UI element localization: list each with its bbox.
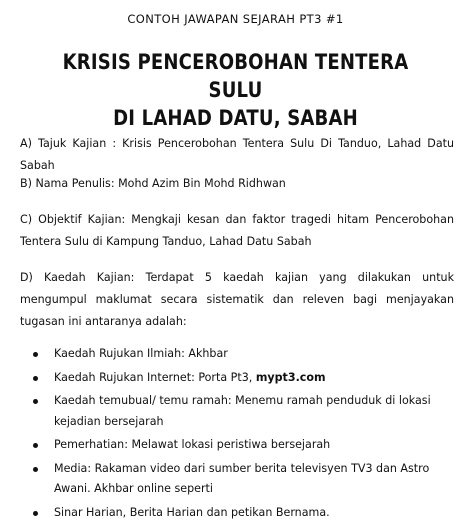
bullet-icon (33, 443, 38, 448)
website-link-text: mypt3.com (255, 370, 326, 384)
list-item: Media: Rakaman video dari sumber berita televisyen TV3 dan Astro Awani. Akhbar online seperti (28, 459, 454, 500)
bullet-icon (33, 467, 38, 472)
section-c-objektif: C) Objektif Kajian: Mengkaji kesan dan faktor tragedi hitam Pencerobohan Tentera Sulu di Kampung Tanduo, Lahad Datu Sabah (20, 213, 454, 248)
method-list (28, 344, 454, 526)
list-item: Pemerhatian: Melawat lokasi peristiwa bersejarah (28, 435, 454, 456)
section-b-penulis: B) Nama Penulis: Mohd Azim Bin Mohd Ridhwan (20, 177, 286, 190)
title-line-2: DI LAHAD DATU, SABAH (113, 106, 358, 130)
page-header: CONTOH JAWAPAN SEJARAH PT3 #1 (127, 12, 344, 26)
section-d-kaedah: D) Kaedah Kajian: Terdapat 5 kaedah kajian yang dilakukan untuk mengumpul maklumat secara sistematik dan releven bagi menjayakan tugasan ini antaranya adalah: (20, 271, 454, 328)
bullet-icon (33, 376, 38, 381)
title-line-1: KRISIS PENCEROBOHAN TENTERA SULU (62, 50, 409, 102)
bullet-icon (33, 399, 38, 404)
list-item: Kaedah Rujukan Internet: Porta Pt3, mypt3.com (28, 368, 454, 389)
document-title (33, 48, 438, 132)
section-a-tajuk: A) Tajuk Kajian : Krisis Pencerobohan Tentera Sulu Di Tanduo, Lahad Datu Sabah (20, 137, 454, 172)
bullet-icon (33, 511, 38, 516)
list-item: Kaedah temubual/ temu ramah: Menemu ramah penduduk di lokasi kejadian bersejarah (28, 391, 454, 432)
bullet-icon (33, 352, 38, 357)
list-item: Kaedah Rujukan Ilmiah: Akhbar (28, 344, 454, 365)
list-item: Sinar Harian, Berita Harian dan petikan Bernama. (28, 503, 454, 524)
